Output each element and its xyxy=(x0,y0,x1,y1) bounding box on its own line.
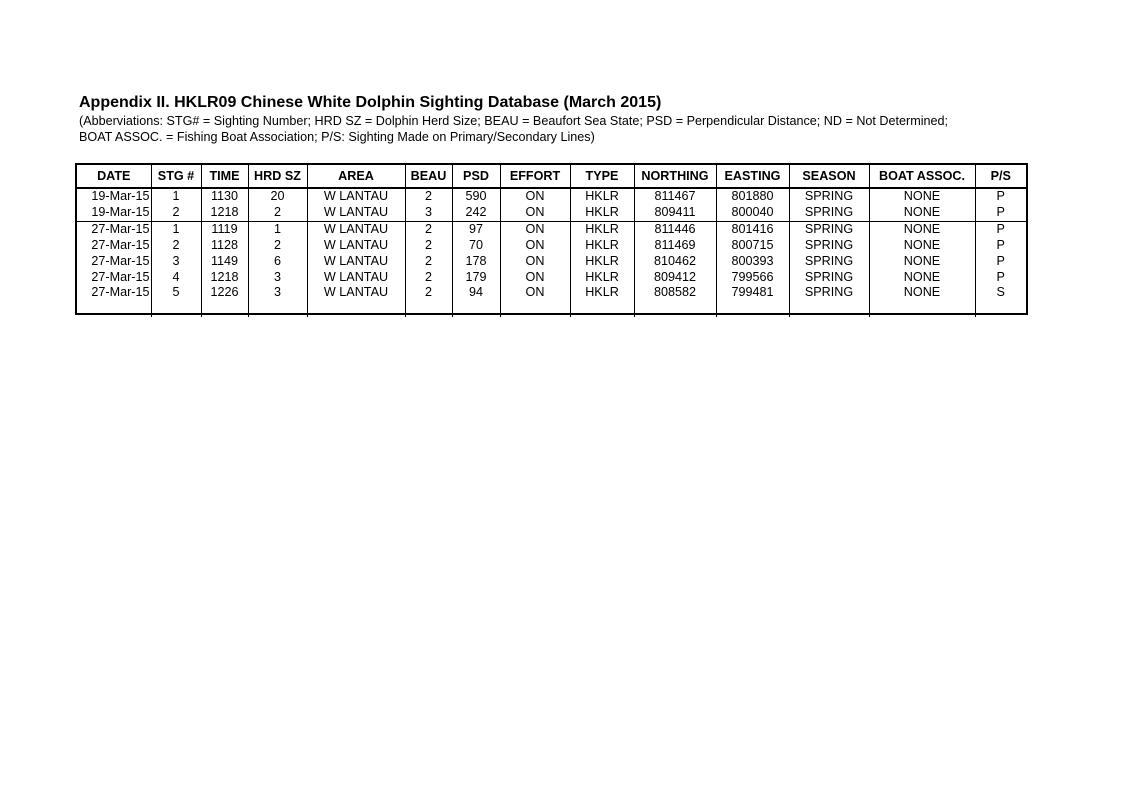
table-cell: 801416 xyxy=(716,221,789,237)
table-filler-cell xyxy=(405,301,452,317)
table-cell: 5 xyxy=(151,285,201,301)
table-row xyxy=(77,205,1026,221)
table-cell: 810462 xyxy=(634,254,716,270)
table-cell: NONE xyxy=(869,254,975,270)
table-cell: P xyxy=(975,238,1026,254)
table-filler-cell xyxy=(77,301,151,317)
table-cell: ON xyxy=(500,254,570,270)
table-cell: 2 xyxy=(405,270,452,286)
table-filler-cell xyxy=(789,301,869,317)
table-cell: 800715 xyxy=(716,238,789,254)
table-cell: 27-Mar-15 xyxy=(91,237,150,252)
table-filler-cell xyxy=(307,301,405,317)
table-cell: 1 xyxy=(151,221,201,237)
table-cell: 1119 xyxy=(201,221,248,237)
table-cell: HKLR xyxy=(570,238,634,254)
header-beau: BEAU xyxy=(405,165,452,188)
table-cell: W LANTAU xyxy=(307,285,405,301)
header-psd: PSD xyxy=(452,165,500,188)
table-filler-cell xyxy=(151,301,201,317)
table-cell: 2 xyxy=(248,238,307,254)
header-ps: P/S xyxy=(975,165,1026,188)
header-effort: EFFORT xyxy=(500,165,570,188)
table-cell: W LANTAU xyxy=(307,205,405,221)
table-cell: HKLR xyxy=(570,188,634,205)
table-filler-cell xyxy=(869,301,975,317)
table-cell: NONE xyxy=(869,285,975,301)
table-filler-cell xyxy=(500,301,570,317)
header-stg: STG # xyxy=(151,165,201,188)
table-cell: NONE xyxy=(869,205,975,221)
table-filler-cell xyxy=(975,301,1026,317)
sighting-table-container xyxy=(75,163,1028,315)
abbreviations-line-1: (Abberviations: STG# = Sighting Number; HRD SZ = Dolphin Herd Size; BEAU = Beaufort Sea State; PSD = Perpendicular Distance; ND = Not Determined; xyxy=(79,114,949,128)
table-cell: SPRING xyxy=(789,205,869,221)
table-cell: HKLR xyxy=(570,254,634,270)
table-cell: 800393 xyxy=(716,254,789,270)
table-cell: 800040 xyxy=(716,205,789,221)
table-cell: 19-Mar-15 xyxy=(91,189,150,203)
sighting-table xyxy=(77,165,1026,317)
table-cell: 811446 xyxy=(634,221,716,237)
table-cell: 27-Mar-15 xyxy=(91,285,150,300)
header-northing: NORTHING xyxy=(634,165,716,188)
table-cell: NONE xyxy=(869,238,975,254)
table-cell: 70 xyxy=(452,238,500,254)
table-cell: 4 xyxy=(151,270,201,286)
table-filler-cell xyxy=(452,301,500,317)
table-cell: 94 xyxy=(452,285,500,301)
table-cell: 1 xyxy=(248,221,307,237)
table-cell: W LANTAU xyxy=(307,270,405,286)
table-cell: P xyxy=(975,188,1026,205)
table-cell: 1128 xyxy=(201,238,248,254)
table-cell: 27-Mar-15 xyxy=(91,269,150,284)
table-cell: NONE xyxy=(869,188,975,205)
table-row xyxy=(77,285,1026,301)
table-cell: ON xyxy=(500,270,570,286)
table-cell: 1130 xyxy=(201,188,248,205)
table-cell: 3 xyxy=(405,205,452,221)
table-cell: 27-Mar-15 xyxy=(91,253,150,268)
table-cell: 242 xyxy=(452,205,500,221)
table-cell: 799566 xyxy=(716,270,789,286)
table-cell: ON xyxy=(500,188,570,205)
table-cell: 6 xyxy=(248,254,307,270)
table-filler-cell xyxy=(634,301,716,317)
table-cell: 1218 xyxy=(201,270,248,286)
table-cell: W LANTAU xyxy=(307,188,405,205)
table-cell: 3 xyxy=(248,270,307,286)
table-cell: NONE xyxy=(869,270,975,286)
table-cell: P xyxy=(975,270,1026,286)
table-cell: ON xyxy=(500,285,570,301)
table-filler-cell xyxy=(201,301,248,317)
table-cell: 2 xyxy=(151,205,201,221)
table-cell: 19-Mar-15 xyxy=(91,204,150,219)
table-filler-row xyxy=(77,301,1026,317)
header-area: AREA xyxy=(307,165,405,188)
table-cell: 1 xyxy=(151,188,201,205)
table-cell: 20 xyxy=(248,188,307,205)
table-cell: HKLR xyxy=(570,221,634,237)
table-cell: SPRING xyxy=(789,270,869,286)
table-cell: ON xyxy=(500,205,570,221)
header-date: DATE xyxy=(77,165,151,188)
table-cell: SPRING xyxy=(789,221,869,237)
table-row xyxy=(77,270,1026,286)
table-filler-cell xyxy=(248,301,307,317)
table-cell: 3 xyxy=(248,285,307,301)
header-time: TIME xyxy=(201,165,248,188)
table-row xyxy=(77,254,1026,270)
table-row xyxy=(77,238,1026,254)
table-cell: 1226 xyxy=(201,285,248,301)
table-cell: HKLR xyxy=(570,205,634,221)
table-filler-cell xyxy=(716,301,789,317)
table-cell: 809412 xyxy=(634,270,716,286)
table-cell: 811469 xyxy=(634,238,716,254)
table-cell: SPRING xyxy=(789,188,869,205)
table-cell: HKLR xyxy=(570,270,634,286)
table-cell: W LANTAU xyxy=(307,238,405,254)
table-filler-cell xyxy=(570,301,634,317)
table-cell: ON xyxy=(500,221,570,237)
table-row xyxy=(77,188,1026,205)
table-cell: 1149 xyxy=(201,254,248,270)
table-cell: 2 xyxy=(248,205,307,221)
table-cell: 2 xyxy=(405,238,452,254)
table-cell: 808582 xyxy=(634,285,716,301)
table-cell: 3 xyxy=(151,254,201,270)
table-cell: 799481 xyxy=(716,285,789,301)
table-cell: 2 xyxy=(151,238,201,254)
table-cell: ON xyxy=(500,238,570,254)
table-cell: 178 xyxy=(452,254,500,270)
table-cell: P xyxy=(975,205,1026,221)
table-cell: SPRING xyxy=(789,238,869,254)
table-cell: P xyxy=(975,221,1026,237)
table-cell: 2 xyxy=(405,188,452,205)
table-cell: 2 xyxy=(405,285,452,301)
table-cell: 809411 xyxy=(634,205,716,221)
table-cell: NONE xyxy=(869,221,975,237)
table-cell: 801880 xyxy=(716,188,789,205)
table-cell: W LANTAU xyxy=(307,221,405,237)
header-type: TYPE xyxy=(570,165,634,188)
table-cell: 2 xyxy=(405,254,452,270)
table-cell: SPRING xyxy=(789,254,869,270)
table-cell: HKLR xyxy=(570,285,634,301)
table-cell: 1218 xyxy=(201,205,248,221)
table-cell: W LANTAU xyxy=(307,254,405,270)
table-cell: 2 xyxy=(405,221,452,237)
table-cell: 811467 xyxy=(634,188,716,205)
table-cell: 27-Mar-15 xyxy=(77,221,151,237)
header-boat-assoc: BOAT ASSOC. xyxy=(869,165,975,188)
header-season: SEASON xyxy=(789,165,869,188)
table-cell: S xyxy=(975,285,1026,301)
header-hrd-sz: HRD SZ xyxy=(248,165,307,188)
table-row xyxy=(77,221,1026,237)
table-cell: 590 xyxy=(452,188,500,205)
table-cell: 97 xyxy=(452,221,500,237)
header-row xyxy=(77,165,1026,188)
header-easting: EASTING xyxy=(716,165,789,188)
abbreviations-line-2: BOAT ASSOC. = Fishing Boat Association; P/S: Sighting Made on Primary/Secondary Lines) xyxy=(79,130,595,144)
table-cell: P xyxy=(975,254,1026,270)
page-title: Appendix II. HKLR09 Chinese White Dolphin Sighting Database (March 2015) xyxy=(79,94,662,111)
table-cell: SPRING xyxy=(789,285,869,301)
table-cell: 179 xyxy=(452,270,500,286)
